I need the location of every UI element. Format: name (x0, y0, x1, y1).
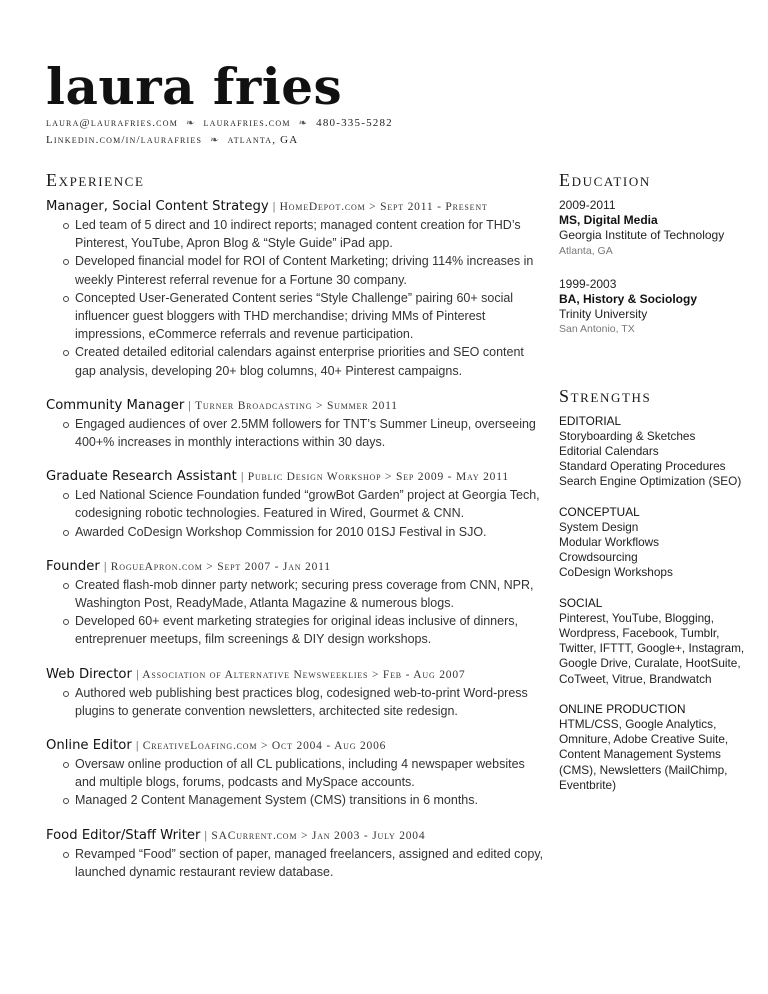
job-meta: | CreativeLoafing.com > Oct 2004 - Aug 2006 (135, 740, 387, 753)
job-bullet-list (46, 415, 546, 451)
job-title: Food Editor/Staff Writer (46, 827, 201, 843)
job-bullet-text: Concepted User-Generated Content series “Style Challenge” pairing 60+ social influencer guest bloggers with THD merchandise; driving MMs of Pinterest impressions, eCommerce referrals and revenue participation. (75, 290, 514, 342)
strength-item: Editorial Calendars (559, 444, 659, 459)
bullet-circle-icon (63, 223, 69, 229)
job-entry (46, 827, 546, 881)
strength-item: HTML/CSS, Google Analytics, Omniture, Adobe Creative Suite, Content Management Systems (CMS), Newsletters (MailChimp, Eventbrite) (559, 717, 729, 792)
education-years: 2009-2011 (559, 198, 616, 212)
strength-category: EDITORIAL (559, 413, 622, 428)
job-entry (46, 558, 546, 649)
job-bullet-list (46, 755, 546, 810)
job-title: Founder (46, 558, 100, 574)
email-link[interactable]: laura@laurafries.com (46, 117, 179, 129)
job-bullet-text: Created detailed editorial calendars against enterprise priorities and SEO content gap analysis, developing 20+ blog columns, 40+ Pinterest campaigns. (75, 345, 524, 378)
job-title: Graduate Research Assistant (46, 469, 237, 485)
job-meta: | Association of Alternative Newsweeklies > Feb - Aug 2007 (136, 668, 466, 681)
job-bullet (46, 343, 546, 379)
job-meta: | RogueApron.com > Sept 2007 - Jan 2011 (104, 560, 331, 573)
job-bullet-text: Developed 60+ event marketing strategies for original ideas inclusive of dinners, entreprenuer meetups, film screenings & DIY design workshops. (75, 614, 518, 647)
job-title: Online Editor (46, 738, 132, 754)
education-school: Georgia Institute of Technology (559, 228, 725, 243)
strengths-list (559, 414, 759, 793)
job-entry (46, 397, 546, 451)
education-location: Atlanta, GA (559, 244, 613, 257)
website-link[interactable]: laurafries.com (203, 117, 291, 129)
education-years: 1999-2003 (559, 276, 617, 291)
job-entry (46, 666, 546, 720)
strength-item: Modular Workflows (559, 535, 660, 550)
linkedin-link[interactable]: Linkedin.com/in/laurafries (46, 134, 203, 146)
job-bullet (46, 684, 546, 720)
job-bullet (46, 755, 546, 791)
job-bullet (46, 216, 546, 252)
job-entry (46, 468, 546, 541)
job-bullet-text: Developed financial model for ROI of Content Marketing; driving 114% increases in weekly Pinterest referral revenue for a Fortune 30 company. (75, 254, 534, 287)
job-bullet-text: Authored web publishing best practices blog, codesigned web-to-print Word-press plugins to generate convention newsletters, architected site redesign. (75, 685, 528, 718)
job-meta: | Public Design Workshop > Sep 2009 - May 2011 (240, 471, 509, 484)
contact-line-1 (46, 116, 393, 131)
resume-header (46, 57, 393, 148)
job-bullet-text: Engaged audiences of over 2.5MM followers for TNT’s Summer Lineup, overseeing 400+% increases in monthly interactions within 30 days. (75, 416, 536, 450)
strength-item: Crowdsourcing (559, 550, 638, 565)
bullet-circle-icon (63, 493, 69, 499)
strength-group (559, 702, 759, 793)
education-list (559, 198, 759, 338)
strength-item: System Design (559, 519, 639, 534)
job-bullet (46, 486, 546, 522)
job-bullet-text: Awarded CoDesign Workshop Commission for 2010 01SJ Festival in SJO. (75, 524, 487, 539)
job-meta: | SACurrent.com > Jan 2003 - July 2004 (204, 829, 426, 842)
strength-group (559, 505, 759, 581)
bullet-circle-icon (63, 798, 69, 804)
bullet-circle-icon (63, 259, 69, 265)
fleuron-separator-icon: ❧ (210, 135, 220, 146)
job-bullet (46, 415, 546, 451)
job-list (46, 198, 546, 881)
job-bullet (46, 791, 546, 809)
job-entry (46, 198, 546, 380)
strength-item: Pinterest, YouTube, Blogging, Wordpress, Facebook, Tumblr, Twitter, IFTTT, Google+, Instagram, Google Drive, Curalate, HootSuite, CoTweet, Vitrue, Brandwatch (559, 610, 745, 686)
bullet-circle-icon (63, 530, 69, 536)
job-bullet-text: Revamped “Food” section of paper, managed freelancers, assigned and edited copy, launched dynamic restaurant review database. (75, 846, 544, 879)
location-text: atlanta, GA (227, 134, 299, 146)
job-meta: | HomeDepot.com > Sept 2011 - Present (272, 201, 488, 213)
strength-item: Standard Operating Procedures (559, 459, 726, 474)
job-bullet (46, 252, 546, 288)
education-entry (559, 277, 759, 338)
strength-group (559, 596, 759, 687)
strength-item: Search Engine Optimization (SEO) (559, 474, 742, 489)
bullet-circle-icon (63, 852, 69, 858)
job-bullet (46, 612, 546, 648)
sidebar-column (559, 170, 759, 808)
strength-category: ONLINE PRODUCTION (559, 701, 686, 716)
strengths-heading: Strengths (559, 385, 652, 406)
strength-item: CoDesign Workshops (559, 565, 673, 580)
job-title: Community Manager (46, 397, 185, 413)
phone-number: 480-335-5282 (316, 117, 393, 129)
education-school: Trinity University (559, 307, 648, 322)
job-bullet (46, 576, 546, 612)
bullet-circle-icon (63, 350, 69, 356)
resume-name: laura fries (46, 57, 343, 116)
job-bullet-list (46, 216, 546, 380)
job-bullet-text: Led team of 5 direct and 10 indirect reports; managed content creation for THD’s Pinterest, YouTube, Apron Blog & “Style Guide” iPad app. (75, 218, 521, 251)
job-header (46, 827, 546, 845)
bullet-circle-icon (63, 583, 69, 589)
job-bullet-list (46, 845, 546, 881)
job-header (46, 737, 546, 755)
job-entry (46, 737, 546, 810)
strength-category: CONCEPTUAL (559, 504, 640, 519)
job-bullet (46, 523, 546, 541)
job-bullet-list (46, 486, 546, 541)
job-meta: | Turner Broadcasting > Summer 2011 (188, 399, 398, 412)
education-degree: MS, Digital Media (559, 213, 658, 228)
job-bullet-text: Led National Science Foundation funded “growBot Garden” project at Georgia Tech, codesigning robotic technologies. Featured in Wired, Gourmet & CNN. (75, 488, 540, 521)
job-header (46, 198, 546, 216)
bullet-circle-icon (63, 762, 69, 768)
strength-category: SOCIAL (559, 595, 603, 610)
education-entry (559, 198, 759, 259)
bullet-circle-icon (63, 619, 69, 625)
contact-line-2 (46, 133, 393, 148)
education-heading: Education (559, 170, 651, 190)
strength-item: Storyboarding & Sketches (559, 428, 696, 443)
fleuron-separator-icon: ❧ (298, 118, 309, 129)
fleuron-separator-icon: ❧ (185, 118, 196, 129)
experience-heading: Experience (46, 170, 145, 190)
job-bullet-list (46, 576, 546, 649)
bullet-circle-icon (63, 691, 69, 697)
job-bullet-text: Created flash-mob dinner party network; securing press coverage from CNN, NPR, Washington Post, ReadyMade, Atlanta Magazine & numerous blogs. (75, 577, 534, 611)
bullet-circle-icon (63, 296, 69, 302)
education-degree: BA, History & Sociology (559, 292, 698, 307)
job-header (46, 666, 546, 684)
job-title: Manager, Social Content Strategy (46, 199, 269, 214)
job-bullet-text: Managed 2 Content Management System (CMS) transitions in 6 months. (75, 793, 478, 808)
job-bullet-list (46, 684, 546, 720)
job-bullet (46, 289, 546, 344)
job-header (46, 558, 546, 576)
job-bullet (46, 845, 546, 881)
strength-group (559, 414, 759, 490)
job-header (46, 397, 546, 415)
bullet-circle-icon (63, 422, 69, 428)
education-location: San Antonio, TX (559, 323, 635, 336)
job-bullet-text: Oversaw online production of all CL publications, including 4 newspaper websites and multiple blogs, forums, podcasts and MySpace accounts. (75, 757, 525, 790)
job-header (46, 468, 546, 486)
experience-section (46, 170, 546, 898)
job-title: Web Director (46, 666, 132, 682)
